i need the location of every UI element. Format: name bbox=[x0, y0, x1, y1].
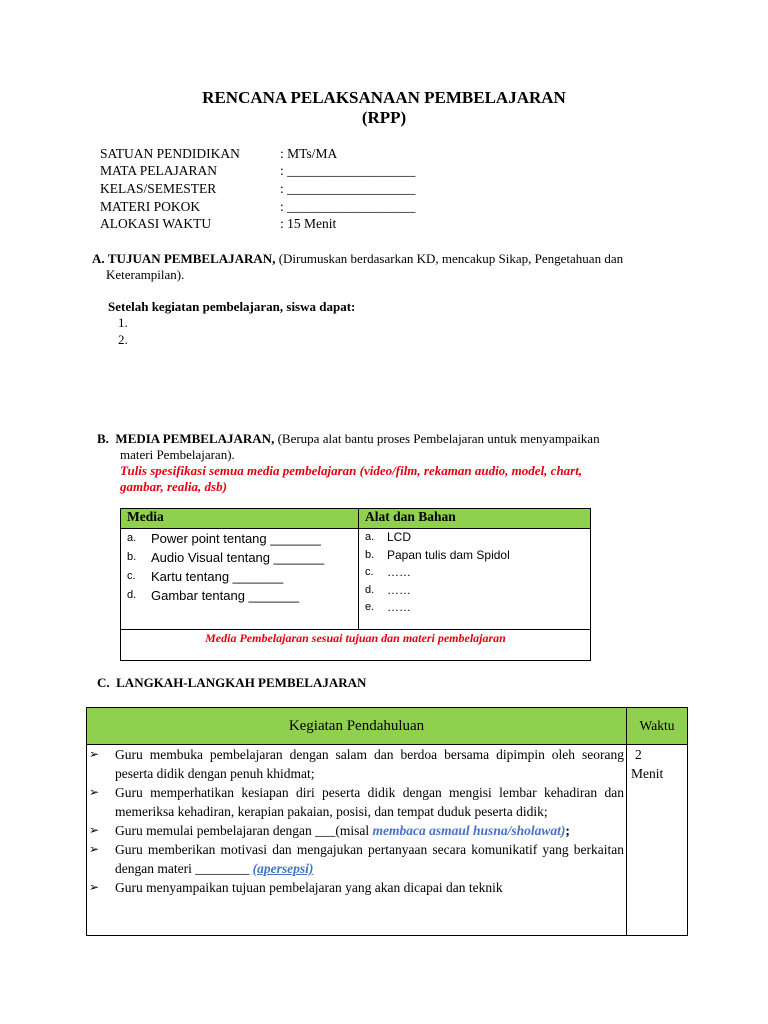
activity-item bbox=[87, 878, 624, 897]
waktu-unit: Menit bbox=[631, 766, 664, 781]
media-table bbox=[120, 508, 591, 661]
tools-list bbox=[365, 529, 584, 617]
activity-text: Guru memberikan motivasi dan mengajukan pertanyaan secara komunikatif yang berkaitan dengan materi ________ bbox=[115, 842, 624, 876]
objective-item-1: 1. bbox=[118, 315, 128, 330]
media-table-footer bbox=[121, 630, 591, 661]
arrow-bullet-icon: ➢ bbox=[89, 842, 100, 856]
media-item-text: Kartu tentang _______ bbox=[151, 569, 284, 584]
section-b-note-line2: gambar, realia, dsb) bbox=[120, 479, 227, 494]
info-key: KELAS/SEMESTER bbox=[100, 181, 217, 196]
section-desc: (Dirumuskan berdasarkan KD, mencakup Sikap, Pengetahuan dan bbox=[278, 251, 624, 266]
activity-item bbox=[87, 821, 624, 840]
list-letter: c. bbox=[127, 570, 136, 582]
waktu-cell bbox=[627, 745, 688, 936]
section-title: TUJUAN PEMBELAJARAN, bbox=[107, 251, 276, 266]
activity-highlight: membaca asmaul husna/sholawat) bbox=[372, 823, 566, 838]
activity-text: Guru memperhatikan kesiapan diri peserta didik dengan mengisi lembar kehadiran dan memeriksa kehadiran, kerapian pakaian, posisi, dan tempat duduk peserta didik; bbox=[115, 785, 624, 819]
activity-highlight: (apersepsi) bbox=[252, 861, 314, 876]
section-letter: C. bbox=[97, 675, 110, 690]
section-title: MEDIA PEMBELAJARAN, bbox=[115, 431, 275, 446]
list-letter: d. bbox=[365, 583, 375, 596]
tool-item-text: LCD bbox=[387, 530, 412, 544]
activity-text: Guru membuka pembelajaran dengan salam dan berdoa bersama dipimpin oleh seorang peserta didik dengan penuh khidmat; bbox=[115, 747, 624, 781]
media-item-text: Gambar tentang _______ bbox=[151, 588, 300, 603]
arrow-bullet-icon: ➢ bbox=[89, 823, 100, 837]
activity-item bbox=[87, 745, 624, 783]
info-value: : ___________________ bbox=[280, 181, 416, 196]
media-item bbox=[127, 567, 352, 586]
section-b-heading bbox=[97, 430, 717, 447]
list-letter: b. bbox=[365, 548, 375, 561]
media-item bbox=[127, 548, 352, 567]
section-b-desc-cont: materi Pembelajaran). bbox=[120, 447, 235, 462]
info-value: : ___________________ bbox=[280, 199, 416, 214]
tool-item-text: …… bbox=[387, 600, 411, 614]
tool-item-text: …… bbox=[387, 565, 411, 579]
activities-cell bbox=[87, 745, 627, 936]
list-letter: e. bbox=[365, 601, 375, 613]
section-letter: B. bbox=[97, 431, 109, 446]
info-value: : 15 Menit bbox=[280, 216, 337, 231]
document-subtitle: (RPP) bbox=[361, 108, 407, 127]
media-footer-note: Media Pembelajaran sesuai tujuan dan materi pembelajaran bbox=[205, 631, 506, 645]
section-a-heading bbox=[92, 250, 692, 267]
activity-item bbox=[87, 783, 624, 821]
list-letter: b. bbox=[127, 551, 137, 563]
section-desc: (Berupa alat bantu proses Pembelajaran untuk menyampaikan bbox=[277, 431, 600, 446]
tools-col-header: Alat dan Bahan bbox=[359, 509, 591, 529]
document-title: RENCANA PELAKSANAAN PEMBELAJARAN bbox=[202, 88, 566, 107]
tool-item bbox=[365, 529, 584, 547]
activity-item bbox=[87, 840, 624, 878]
tool-item bbox=[365, 599, 584, 617]
tool-item bbox=[365, 564, 584, 582]
list-letter: a. bbox=[365, 531, 375, 543]
tool-item bbox=[365, 582, 584, 600]
arrow-bullet-icon: ➢ bbox=[89, 880, 100, 894]
tool-item-text: Papan tulis dam Spidol bbox=[387, 547, 510, 562]
info-value: : ___________________ bbox=[280, 163, 416, 178]
media-col-header: Media bbox=[121, 509, 359, 529]
info-key: SATUAN PENDIDIKAN bbox=[100, 146, 240, 161]
media-item-text: Power point tentang _______ bbox=[151, 531, 321, 546]
tools-list-cell bbox=[359, 529, 591, 630]
activity-text: Guru memulai pembelajaran dengan ___(misal bbox=[115, 823, 373, 838]
steps-table bbox=[86, 707, 688, 936]
activity-tail: ; bbox=[565, 823, 570, 838]
section-title: LANGKAH-LANGKAH PEMBELAJARAN bbox=[116, 675, 367, 690]
list-letter: c. bbox=[365, 566, 374, 578]
waktu-value: 2 bbox=[635, 747, 642, 762]
arrow-bullet-icon: ➢ bbox=[89, 747, 100, 761]
tool-item bbox=[365, 547, 584, 565]
section-a-subheading: Setelah kegiatan pembelajaran, siswa dapat: bbox=[108, 299, 356, 314]
info-key: ALOKASI WAKTU bbox=[100, 216, 212, 231]
media-list-cell bbox=[121, 529, 359, 630]
info-key: MATERI POKOK bbox=[100, 199, 201, 214]
arrow-bullet-icon: ➢ bbox=[89, 785, 100, 799]
section-a-desc-cont: Keterampilan). bbox=[106, 267, 185, 282]
media-item bbox=[127, 529, 352, 548]
objective-item-2: 2. bbox=[118, 332, 128, 347]
info-value: : MTs/MA bbox=[280, 146, 338, 161]
list-letter: a. bbox=[127, 532, 137, 544]
waktu-header: Waktu bbox=[627, 708, 688, 745]
media-item bbox=[127, 586, 352, 605]
media-list bbox=[127, 529, 352, 605]
kegiatan-header: Kegiatan Pendahuluan bbox=[87, 708, 627, 745]
media-item-text: Audio Visual tentang _______ bbox=[151, 550, 325, 565]
list-letter: d. bbox=[127, 589, 137, 601]
activity-text: Guru menyampaikan tujuan pembelajaran yang akan dicapai dan teknik bbox=[115, 880, 503, 895]
section-b-note-line1: Tulis spesifikasi semua media pembelajaran (video/film, rekaman audio, model, chart, bbox=[120, 463, 583, 478]
tool-item-text: …… bbox=[387, 582, 411, 597]
section-c-heading bbox=[97, 674, 366, 691]
info-key: MATA PELAJARAN bbox=[100, 163, 218, 178]
section-letter: A. bbox=[92, 251, 105, 266]
